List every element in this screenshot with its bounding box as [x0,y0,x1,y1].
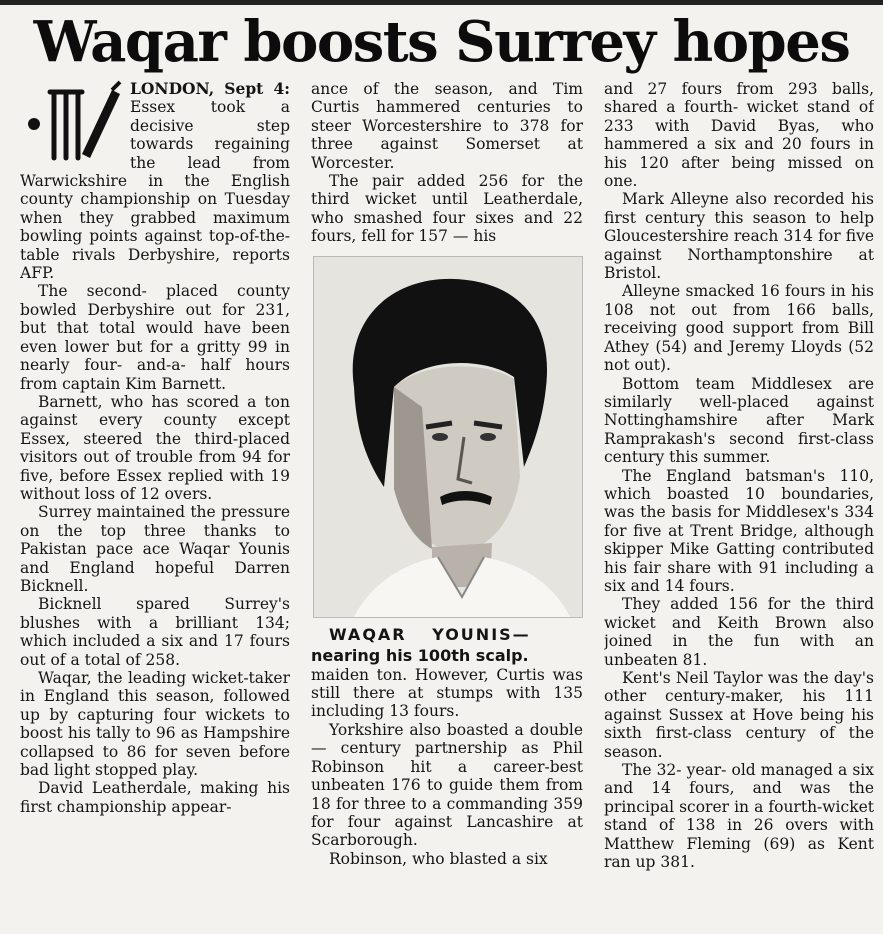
paragraph: David Leatherdale, making his first championship appear- [20,779,290,816]
paragraph: Surrey maintained the pressure on the top three thanks to Pakistan pace ace Waqar Younis and England hopeful Darren Bicknell. [20,503,290,595]
paragraph: The second- placed county bowled Derbyshire out for 231, but that total would have been even lower but for a gritty 99 in nearly four- and-a- half hours from captain Kim Barnett. [20,282,290,393]
paragraph: Robinson, who blasted a six [329,849,548,868]
column-1 [20,80,290,922]
dateline: LONDON, Sept 4: [130,80,290,98]
paragraph: Yorkshire also boasted a double — century partnership as Phil Robinson hit a career-best unbeaten 176 to guide them from 18 for three to a commanding 359 for four against Lancashire at Scarborough. [311,720,583,850]
paragraph: The England batsman's 110, which boasted 10 boundaries, was the basis for Middlesex's 334 for five at Trent Bridge, although skipper Mike Gatting contributed his fair share with 91 including a six and 14 fours. [604,466,874,595]
paragraph: The 32- year- old managed a six and 14 fours, and was the principal scorer in a fourth-wicket stand of 138 in 26 overs with Matthew Fleming (69) as Kent ran up 381. [604,761,874,872]
portrait-photo [314,257,582,617]
player-photo [313,256,583,618]
cricket-stumps-icon [20,80,124,164]
paragraph: They added 156 for the third wicket and Keith Brown also joined in the fun with an unbeaten 81. [604,595,874,669]
caption-name: WAQAR YOUNIS— [329,624,531,644]
paragraph: ance of the season, and Tim Curtis hammered centuries to steer Worcestershire to 378 for three against Somerset at Worcester. [311,80,583,172]
column-3 [604,80,874,922]
top-rule [0,0,883,5]
paragraph: Alleyne smacked 16 fours in his 108 not out from 166 balls, receiving good support from Bill Athey (54) and Jeremy Lloyds (52 not out). [604,282,874,375]
next-headline-cut-off [0,918,883,934]
paragraph: Bicknell spared Surrey's blushes with a brilliant 134; which included a six and 17 fours out of a total of 258. [20,595,290,669]
caption-text: nearing his 100th scalp. [311,645,529,665]
paragraph: Bottom team Middlesex are similarly well-placed against Nottinghamshire after Mark Ramprakash's second first-class century this summer. [604,374,874,467]
photo-caption [311,624,583,666]
headline: Waqar boosts Surrey hopes [33,9,850,75]
column-2 [311,80,583,922]
paragraph-text: Essex took a decisive step towards regaining the lead from Warwickshire in the English county championship on Tuesday when they grabbed maximum bowling points against top-of-the- table rivals Derbyshire, reports AFP. [20,98,290,283]
paragraph: Mark Alleyne also recorded his first century this season to help Gloucestershire reach 314 for five against Northamptonshire at Bristol. [604,190,874,283]
paragraph: The pair added 256 for the third wicket until Leatherdale, who smashed four sixes and 22 fours, fell for 157 — his [311,172,583,246]
paragraph: maiden ton. However, Curtis was still there at stumps with 135 including 13 fours. [311,665,583,721]
paragraph: Kent's Neil Taylor was the day's other century-maker, his 111 against Sussex at Hove being his sixth first-class century of the season. [604,669,874,761]
paragraph: and 27 fours from 293 balls, shared a fourth- wicket stand of 233 with David Byas, who hammered a six and 20 fours in his 120 after being missed on one. [604,80,874,191]
paragraph: Waqar, the leading wicket-taker in England this season, followed up by capturing four wickets to boost his tally to 96 as Hampshire collapsed to 86 for seven before bad light stopped play. [20,669,290,780]
paragraph: Barnett, who has scored a ton against every county except Essex, steered the third-placed visitors out of trouble from 94 for five, before Essex replied with 19 without loss of 12 overs. [20,392,290,503]
